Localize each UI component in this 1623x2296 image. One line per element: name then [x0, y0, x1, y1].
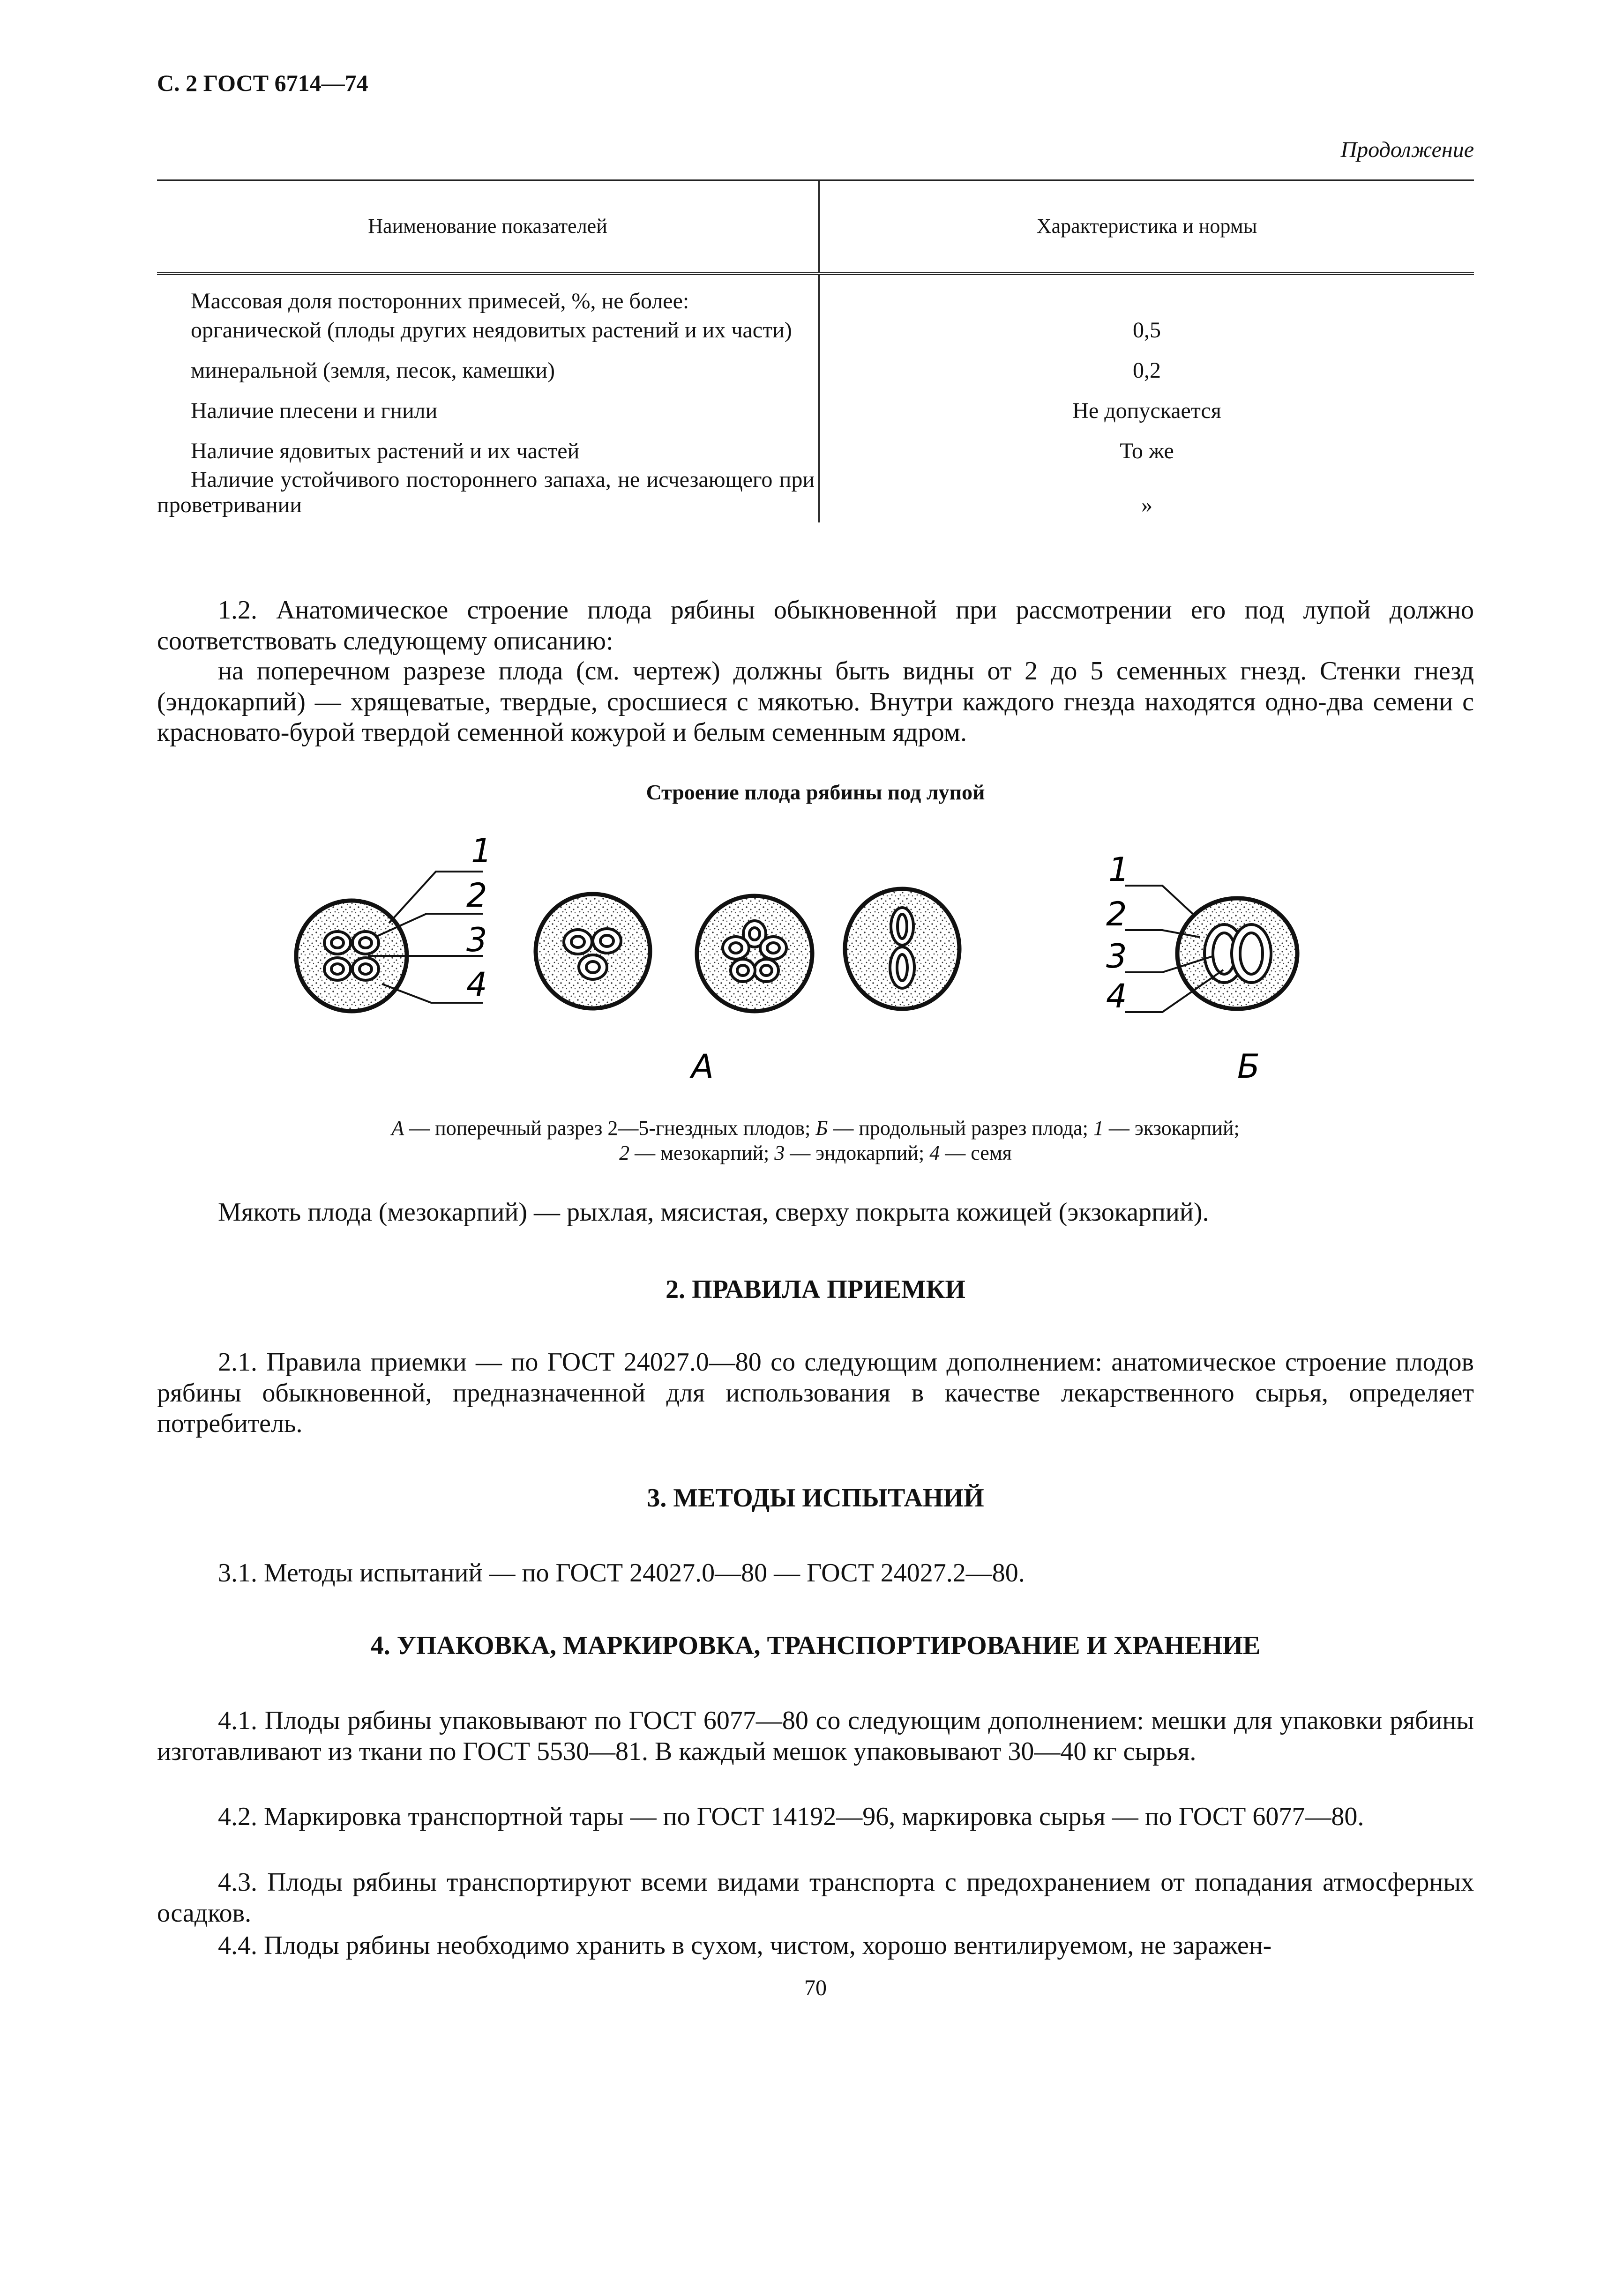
table-row	[157, 344, 1474, 385]
paragraph-1-2-description: на поперечном разрезе плода (см. чертеж) должны быть видны от 2 до 5 семенных гнезд. Стенки гнезд (эндокарпий) — хрящеватые, твердые, сросшиеся с мякотью. Внутри каждого гнезда находятся одно-два семени с красновато-бурой твердой семенной кожурой и белым семенным ядром.	[157, 656, 1474, 747]
fruit-cross-section-4	[845, 889, 959, 1009]
figure-caption: А — поперечный разрез 2—5-гнездных плодов; Б — продольный разрез плода; 1 — экзокарпий; 2 — мезокарпий; 3 — эндокарпий; 4 — семя	[391, 1117, 1240, 1164]
callout-3: 3	[466, 921, 487, 959]
fruit-cross-section-3	[697, 896, 812, 1011]
table-header-row	[157, 180, 1474, 274]
label-a: А	[691, 1047, 714, 1086]
spec-table	[157, 179, 1474, 522]
paragraph-pulp: Мякоть плода (мезокарпий) — рыхлая, мясистая, сверху покрыта кожицей (экзокарпий).	[218, 1198, 1209, 1227]
row-value: 0,2	[1133, 358, 1161, 383]
page-number: 70	[804, 1975, 827, 2000]
paragraph-4-3: 4.3. Плоды рябины транспортируют всеми видами транспорта с предохранением от попадания атмосферных осадков.	[157, 1868, 1474, 1928]
row-value: Не допускается	[1072, 398, 1221, 423]
paragraph-3-1: 3.1. Методы испытаний — по ГОСТ 24027.0—80 — ГОСТ 24027.2—80.	[218, 1558, 1025, 1588]
table-row	[157, 385, 1474, 425]
callout-4: 4	[466, 965, 487, 1004]
row-name: Массовая доля посторонних примесей, %, не более:	[157, 274, 819, 316]
row-name: Наличие ядовитых растений и их частей	[157, 425, 819, 465]
callout-1: 1	[471, 832, 492, 870]
paragraph-4-4: 4.4. Плоды рябины необходимо хранить в сухом, чистом, хорошо вентилируемом, не заражен-	[218, 1931, 1272, 1960]
table-row	[157, 274, 1474, 316]
paragraph-1-2: 1.2. Анатомическое строение плода рябины обыкновенной при рассмотрении его под лупой должно соответствовать следующему описанию:	[157, 596, 1474, 656]
callout-b-4: 4	[1106, 977, 1127, 1015]
paragraph-4-2: 4.2. Маркировка транспортной тары — по ГОСТ 14192—96, маркировка сырья — по ГОСТ 6077—80.	[218, 1802, 1364, 1831]
table-row	[157, 465, 1474, 522]
fruit-longitudinal-section	[1177, 898, 1297, 1009]
row-name: Наличие устойчивого постороннего запаха, не исчезающего при проветривании	[157, 465, 819, 522]
col-header-name: Наименование показателей	[157, 180, 819, 274]
row-value: То же	[1120, 438, 1174, 463]
table-row	[157, 316, 1474, 345]
section-3-heading: 3. МЕТОДЫ ИСПЫТАНИЙ	[647, 1483, 984, 1513]
label-b: Б	[1237, 1047, 1260, 1086]
row-value: »	[1141, 492, 1152, 517]
section-2-heading: 2. ПРАВИЛА ПРИЕМКИ	[666, 1275, 965, 1304]
callout-b-2: 2	[1106, 895, 1127, 933]
fruit-cross-section-2	[536, 894, 650, 1008]
paragraph-4-1: 4.1. Плоды рябины упаковывают по ГОСТ 6077—80 со следующим дополнением: мешки для упаковки рябины изготавливают из ткани по ГОСТ 5530—81. В каждый мешок упаковывают 30—40 кг сырья.	[157, 1706, 1474, 1766]
page-header: С. 2 ГОСТ 6714—74	[157, 70, 368, 96]
table-row	[157, 425, 1474, 465]
callout-2: 2	[466, 876, 487, 915]
row-name: органической (плоды других неядовитых растений и их части)	[157, 316, 819, 345]
row-value: 0,5	[1133, 317, 1161, 343]
row-name: минеральной (земля, песок, камешки)	[157, 344, 819, 385]
row-name: Наличие плесени и гнили	[157, 385, 819, 425]
rowan-fruit-figure	[281, 829, 1359, 1106]
continuation-label: Продолжение	[1340, 137, 1474, 162]
section-4-heading: 4. УПАКОВКА, МАРКИРОВКА, ТРАНСПОРТИРОВАНИЕ И ХРАНЕНИЕ	[370, 1631, 1261, 1660]
col-header-norm: Характеристика и нормы	[1036, 215, 1257, 238]
callout-b-3: 3	[1106, 937, 1127, 976]
callout-b-1: 1	[1108, 850, 1129, 889]
figure-title: Строение плода рябины под лупой	[646, 780, 985, 804]
row-value	[819, 274, 1474, 316]
paragraph-2-1: 2.1. Правила приемки — по ГОСТ 24027.0—80 со следующим дополнением: анатомическое строение плодов рябины обыкновенной, предназначенной для использования в качестве лекарственного сырья, определяет потребитель.	[157, 1348, 1474, 1439]
